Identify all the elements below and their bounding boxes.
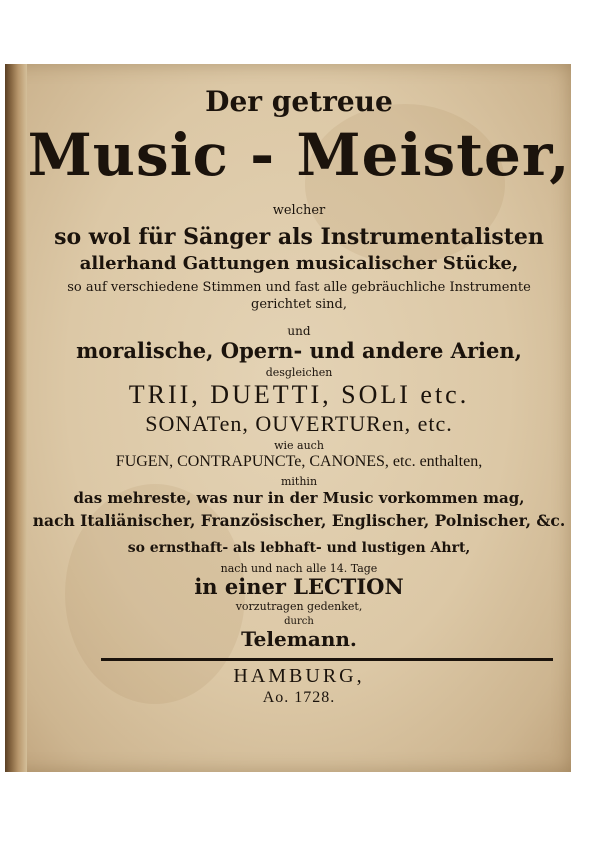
book-spine-edge <box>5 64 27 772</box>
text-mithin: mithin <box>280 475 318 488</box>
horizontal-rule <box>101 658 553 661</box>
text-trii-line: TRII, DUETTI, SOLI etc. <box>128 380 470 409</box>
text-wie-auch: wie auch <box>274 439 324 452</box>
place-of-publication: HAMBURG, <box>233 665 365 687</box>
text-mehreste-line: das mehreste, was nur in der Music vorkommen mag, <box>73 489 525 507</box>
text-desgleichen: desgleichen <box>265 366 333 379</box>
text-gattungen-line: allerhand Gattungen musicalischer Stücke, <box>79 253 519 274</box>
main-title: Music - Meister, <box>27 121 571 189</box>
text-welcher: welcher <box>272 203 326 218</box>
text-fugen-line: FUGEN, CONTRAPUNCTe, CANONES, etc. enthalten, <box>115 453 483 470</box>
text-ernsthaft-line: so ernsthaft- als lebhaft- und lustigen Ahrt, <box>127 540 471 556</box>
text-und: und <box>287 324 311 338</box>
year-of-publication: Ao. 1728. <box>262 689 336 706</box>
text-arien-line: moralische, Opern- und andere Arien, <box>76 338 522 363</box>
text-lection-line: in einer LECTION <box>194 574 404 599</box>
scanned-title-page <box>5 64 571 772</box>
text-gerichtet: gerichtet sind, <box>251 297 347 312</box>
text-durch: durch <box>284 616 314 627</box>
text-saenger-line: so wol für Sänger als Instrumentalisten <box>54 224 544 250</box>
text-nationen-line: nach Italiänischer, Französischer, Englischer, Polnischer, &c. <box>32 511 566 530</box>
title-line-1: Der getreue <box>205 85 393 118</box>
text-sonaten-line: SONATen, OUVERTURen, etc. <box>145 411 453 436</box>
text-vorzutragen: vorzutragen gedenket, <box>235 600 363 613</box>
author-name: Telemann. <box>241 627 357 651</box>
text-stimmen-line: so auf verschiedene Stimmen und fast alle gebräuchliche Instrumente <box>67 280 531 295</box>
text-tage-line: nach und nach alle 14. Tage <box>220 562 378 575</box>
